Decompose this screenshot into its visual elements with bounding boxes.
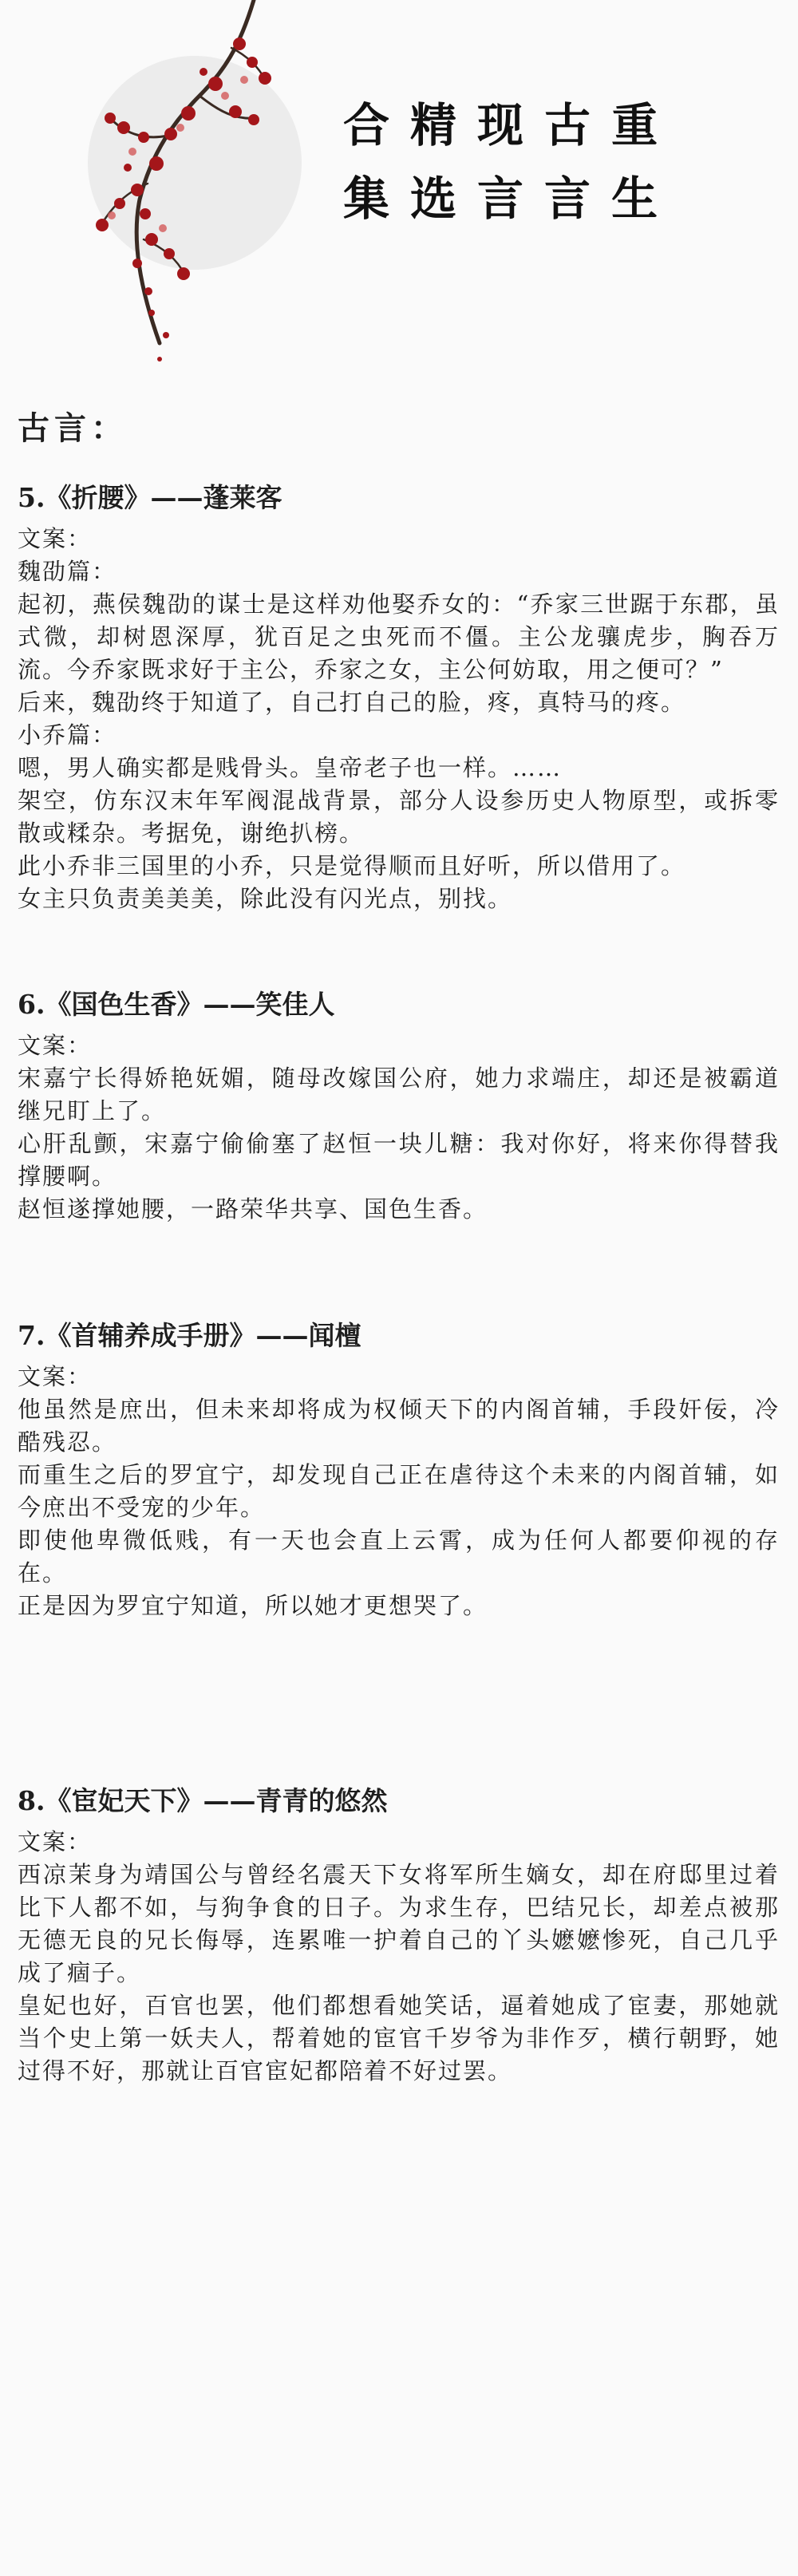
title-row-2	[343, 161, 678, 228]
paragraph: 架空，仿东汉末年军阀混战背景，部分人设参历史人物原型，或拆零散或糅杂。考据免，谢绝扒榜。	[18, 787, 780, 847]
plum-blossom-branch-icon	[0, 0, 335, 375]
book-entry	[18, 1315, 780, 1622]
paragraph: 魏劭篇：	[18, 558, 117, 585]
header-banner	[0, 0, 798, 375]
book-title: 5.《折腰》——蓬莱客	[18, 482, 282, 513]
title-char: 重	[611, 98, 673, 152]
spacer	[18, 1622, 780, 1780]
paragraph: 心肝乱颤，宋嘉宁偷偷塞了赵恒一块儿糖：我对你好，将来你得替我撑腰啊。	[18, 1130, 780, 1190]
title-char: 集	[343, 172, 405, 226]
book-entry	[18, 984, 780, 1226]
paragraph: 后来，魏劭终于知道了，自己打自己的脸，疼，真特马的疼。	[18, 689, 686, 716]
paragraph: 皇妃也好，百官也罢，他们都想看她笑话，逼着她成了宦妻，那她就当个史上第一妖夫人，帮着她的宦官千岁爷为非作歹，横行朝野，她过得不好，那就让百官宦妃都陪着不好过罢。	[18, 1992, 780, 2084]
title-char: 合	[343, 98, 405, 152]
title-char: 言	[477, 172, 539, 226]
paragraph: 正是因为罗宜宁知道，所以她才更想哭了。	[18, 1592, 488, 1619]
title-row-1	[343, 88, 678, 155]
paragraph: 嗯，男人确实都是贱骨头。皇帝老子也一样。……	[18, 754, 563, 781]
paragraph: 女主只负责美美美，除此没有闪光点，别找。	[18, 885, 513, 912]
paragraph: 即使他卑微低贱，有一天也会直上云霄，成为任何人都要仰视的存在。	[18, 1527, 780, 1586]
article-content	[18, 403, 780, 2088]
paragraph: 此小乔非三国里的小乔，只是觉得顺而且好听，所以借用了。	[18, 852, 686, 879]
paragraph: 文案：	[18, 1032, 93, 1059]
title-char: 精	[410, 98, 472, 152]
spacer	[18, 1226, 780, 1315]
title-char: 古	[544, 98, 606, 152]
paragraph: 宋嘉宁长得娇艳妩媚，随母改嫁国公府，她力求端庄，却还是被霸道继兄盯上了。	[18, 1065, 780, 1124]
paragraph: 西凉茉身为靖国公与曾经名震天下女将军所生嫡女，却在府邸里过着比下人都不如，与狗争食的日子。为求生存，巴结兄长，却差点被那无德无良的兄长侮辱，连累唯一护着自己的丫头嬷嬷惨死，自己几乎成了痼子。	[18, 1861, 780, 1986]
paragraph: 他虽然是庶出，但未来却将成为权倾天下的内阁首辅，手段奸佞，冷酷残忍。	[18, 1396, 780, 1456]
title-char: 选	[410, 172, 472, 226]
paragraph: 文案：	[18, 525, 93, 552]
title-char: 现	[477, 98, 539, 152]
book-title: 7.《首辅养成手册》——闻檀	[18, 1320, 361, 1351]
spacer	[18, 915, 780, 984]
title-char: 生	[611, 172, 673, 226]
paragraph: 起初，燕侯魏劭的谋士是这样劝他娶乔女的：“乔家三世踞于东郡，虽式微，却树恩深厚，犹百足之虫死而不僵。主公龙骧虎步，胸吞万流。今乔家既求好于主公，乔家之女，主公何妨取，用之便可？”	[18, 591, 780, 683]
paragraph: 赵恒遂撑她腰，一路荣华共享、国色生香。	[18, 1195, 488, 1223]
book-entry	[18, 477, 780, 915]
section-title: 古言：	[18, 409, 128, 447]
paragraph: 而重生之后的罗宜宁，却发现自己正在虐待这个未来的内阁首辅，如今庶出不受宠的少年。	[18, 1461, 780, 1521]
book-title: 8.《宦妃天下》——青青的悠然	[18, 1785, 388, 1816]
book-entry	[18, 1780, 780, 2088]
paragraph: 小乔篇：	[18, 721, 117, 749]
title-char: 言	[544, 172, 606, 226]
paragraph: 文案：	[18, 1363, 93, 1390]
paragraph: 文案：	[18, 1828, 93, 1855]
book-title: 6.《国色生香》——笑佳人	[18, 989, 335, 1020]
